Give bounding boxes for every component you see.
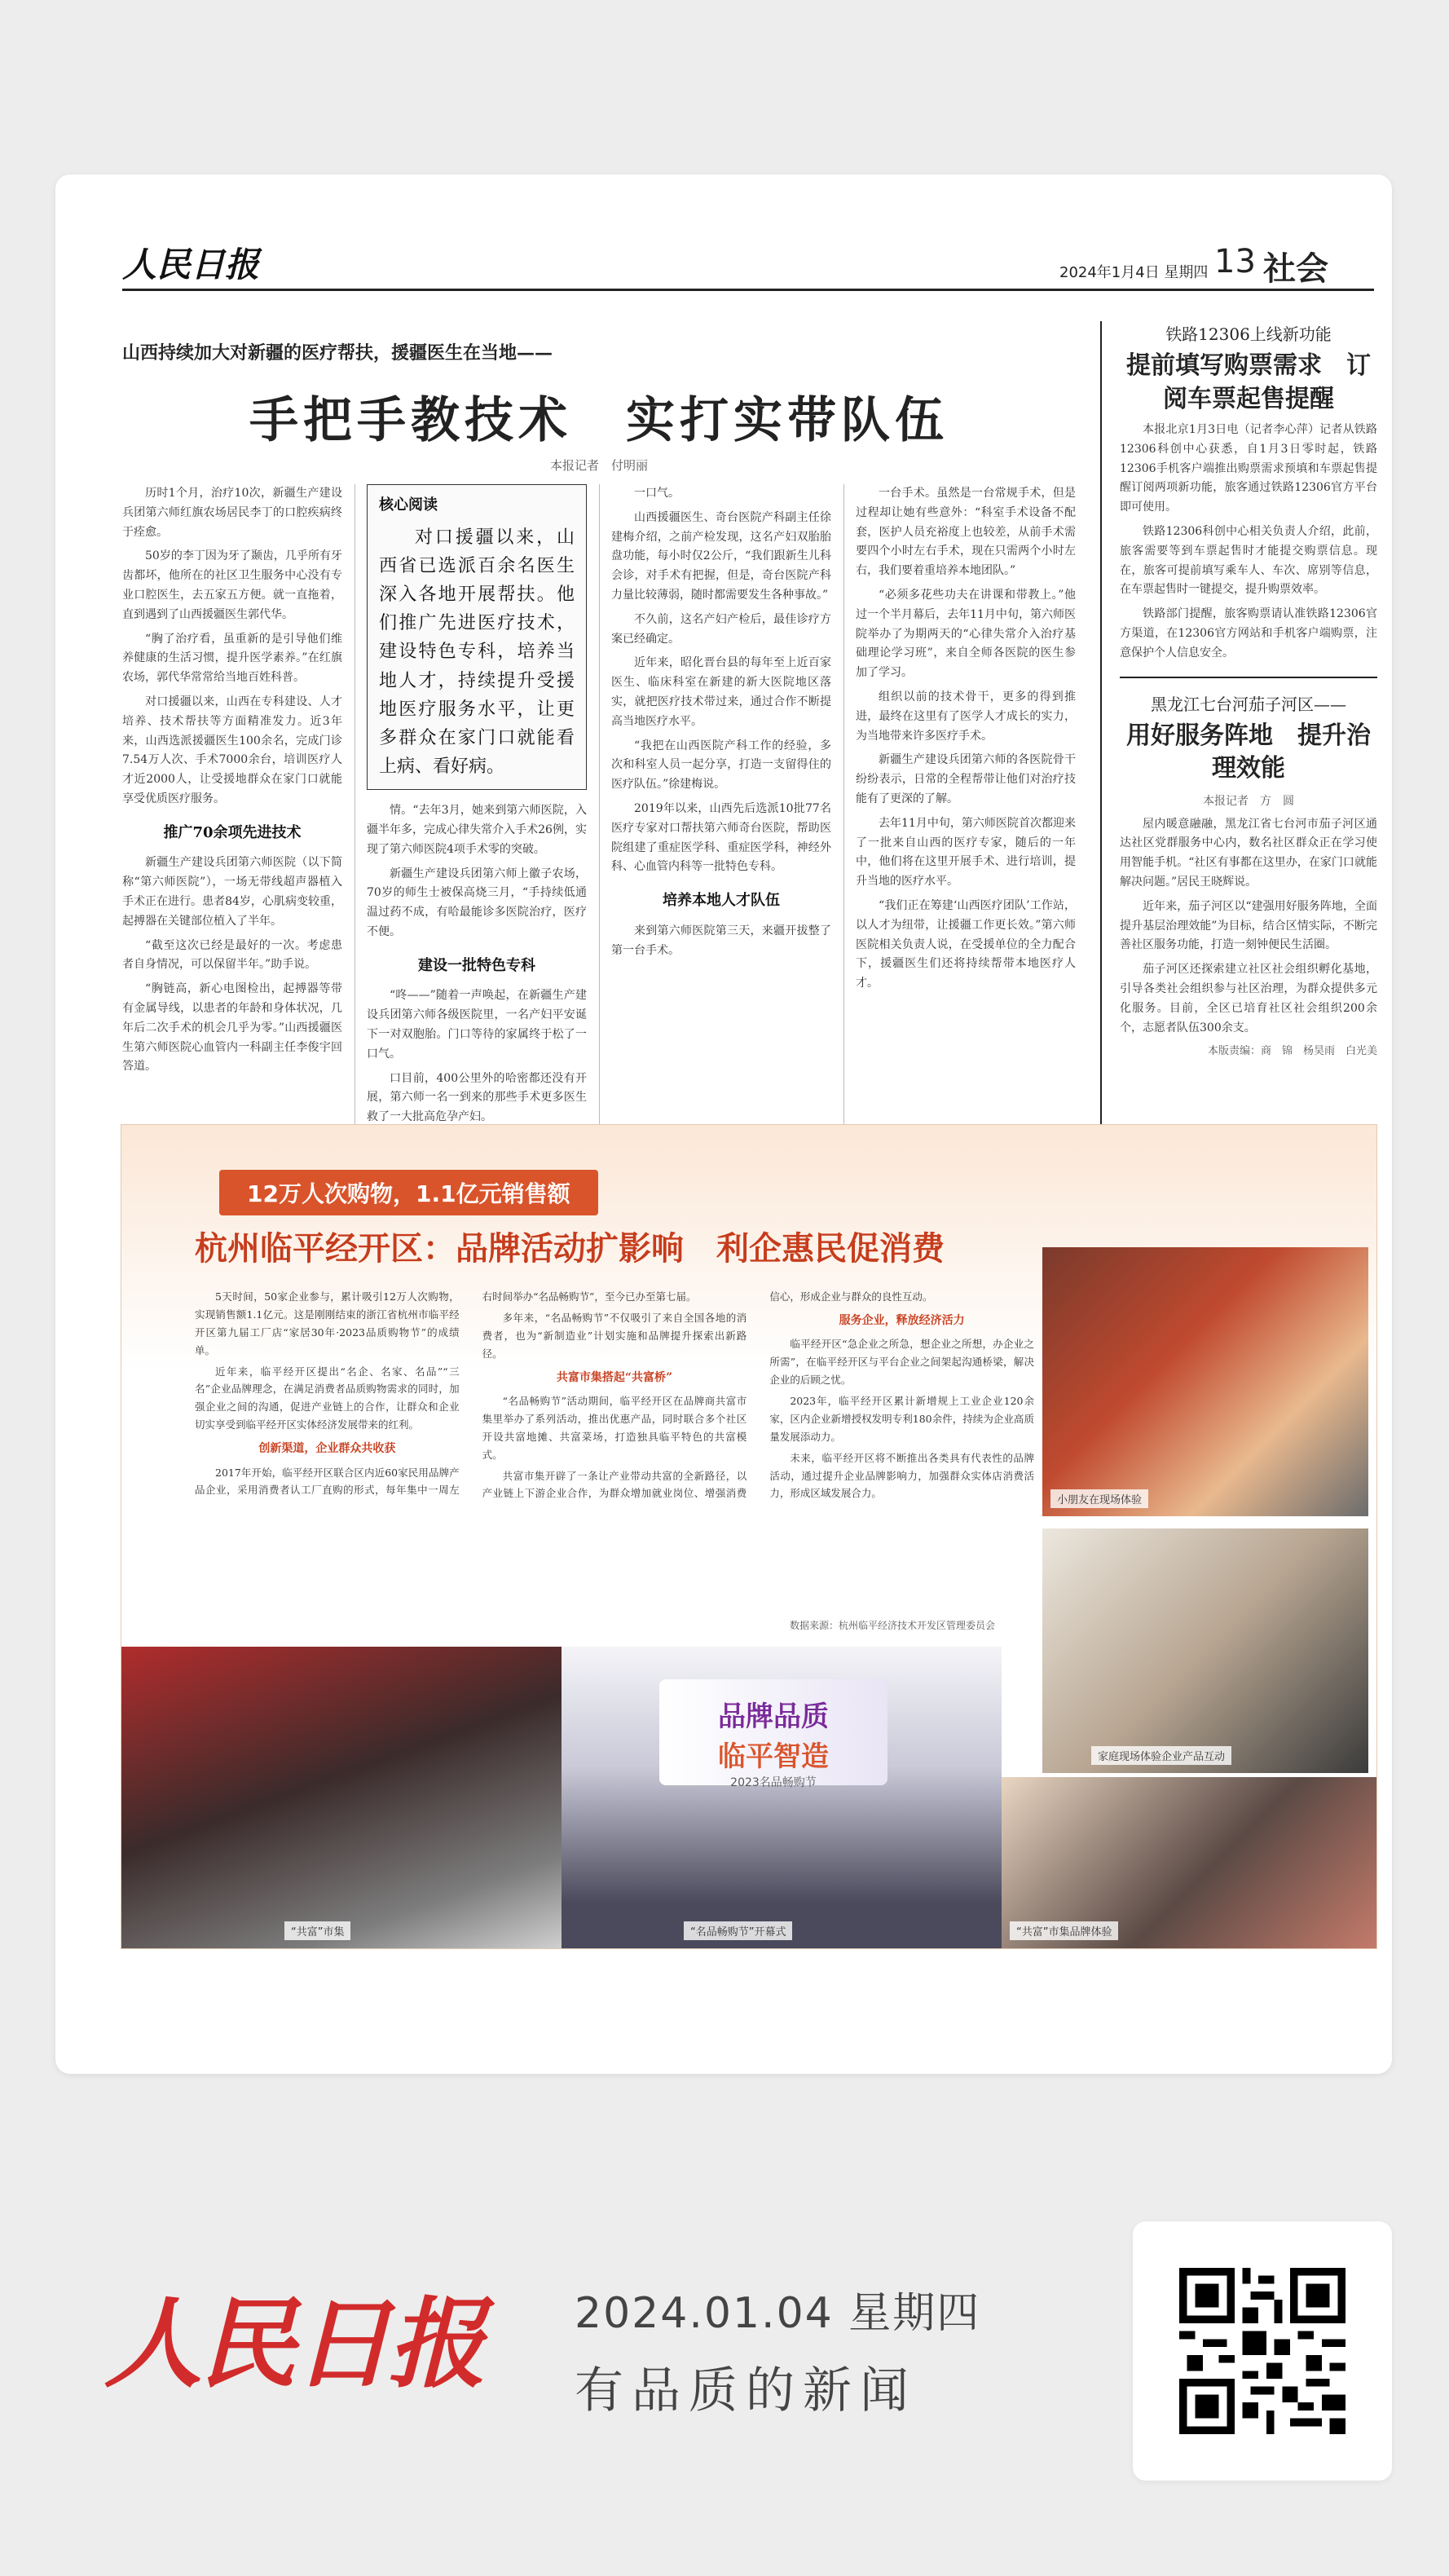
paragraph: 对口援疆以来，山西在专科建设、人才培养、技术帮扶等方面精准发力。近3年来，山西选派援疆医生100余名，完成门诊7.54万人次、手术7000余台，培训医疗人才近2000人，让受援地群众在家门口就能享受优质医疗服务。 [122,695,342,805]
paragraph: “名品畅购节”活动期间，临平经开区在品牌商共富市集里举办了系列活动，推出优惠产品，同时联合多个社区开设共富地摊、共富菜场，打造独具临平特色的共富模式。 [482,1395,747,1461]
article-headline: 手把手教技术 实打实带队伍 [249,392,949,449]
newspaper-page [55,174,1392,2074]
ad-body [195,1288,1034,1610]
page-number: 13 [1214,243,1256,280]
paragraph: 一台手术。虽然是一台常规手术，但是过程却让她有些意外：“科室手术设备不配套，医护人员充裕度上也较差，从前手术需要四个小时左右手术，现在只需两个小时左右，我们要着重培养本地团队。” [856,487,1076,578]
photo-brand-experience [1002,1777,1376,1948]
core-reading-body: 对口援疆以来，山西省已选派百余名医生深入各地开展帮扶。他们推广先进医疗技术，建设特色专科，培养当地人才，持续提升受援地医疗服务水平，让更多群众在家门口就能看上病、看好病。 [379,527,575,778]
article-byline: 本报记者 付明丽 [549,458,648,473]
core-reading-title: 核心阅读 [379,496,438,514]
paragraph: 多年来，“名品畅购节”不仅吸引了来自全国各地的消费者，也为“新制造业”计划实施和品牌提升探索出新路径。 [482,1311,747,1360]
stage-line-3: 2023名品畅购节 [730,1776,817,1789]
photo-caption: 小朋友在现场体验 [1050,1489,1148,1508]
photo-caption: “共富”市集 [284,1921,350,1940]
right-bottom-byline: 本报记者 方 圆 [1203,794,1294,808]
ad-tag: 12万人次购物，1.1亿元销售额 [219,1170,598,1215]
paragraph: 近年来，茄子河区以“建强用好服务阵地，全面提升基层治理效能”为目标，结合区情实际，不断完善社区服务功能，打造一刻钟便民生活圈。 [1120,899,1377,952]
paragraph: “我把在山西医院产科工作的经验，多次和科室人员一起分享，打造一支留得住的医疗队伍。”徐建梅说。 [611,739,831,792]
right-top-body [1120,421,1377,664]
paragraph: 口目前，400公里外的哈密都还没有开展，第六师一名一到来的那些手术更多医生救了一大批高危孕产妇。 [367,1071,587,1124]
right-bottom-kicker: 黑龙江七台河茄子河区—— [1151,694,1346,714]
paragraph: “必须多花些功夫在讲课和带教上。”他过一个半月幕后，去年11月中旬，第六师医院举办了为期两天的“心律失常介入治疗基础理论学习班”，来自全师各医院的医生参加了学习。 [856,588,1076,680]
stage-line-2: 临平智造 [718,1740,829,1773]
masthead [122,238,1374,291]
masthead-logo: 人民日报 [122,245,260,285]
ad-subheading: 创新渠道，企业群众共收获 [258,1442,396,1455]
paragraph: 山西援疆医生、奇台医院产科副主任徐建梅介绍，之前产检发现，这名产妇双胎胎盘功能，每小时仅2公斤，“我们跟新生儿科会诊，对手术有把握，但是，奇台医院产科力量比较薄弱，随时都需要发生各种事故。” [611,510,831,602]
paragraph: 不久前，这名产妇产检后，最佳诊疗方案已经确定。 [611,612,831,646]
qr-card[interactable] [1133,2221,1392,2481]
paragraph: 历时1个月，治疗10次，新疆生产建设兵团第六师红旗农场居民李丁的口腔疾病终于痊愈。 [122,487,342,539]
paragraph: 去年11月中旬，第六师医院首次都迎来了一批来自山西的医疗专家，随后的一年中，他们将在这里开展手术、进行培训，提升当地的医疗水平。 [856,816,1076,889]
paragraph: 未来，临平经开区将不断推出各类具有代表性的品牌活动，通过提升企业品牌影响力，加强群众实体店消费活力，形成区域发展合力。 [769,1451,1034,1500]
issue-date: 2024年1月4日 星期四 [1059,264,1209,281]
ad-credit: 数据来源：杭州临平经济技术开发区管理委员会 [790,1620,996,1631]
paragraph: “胸了治疗看，虽重新的是引导他们维养健康的生活习惯，提升医学素养。”在红旗农场，郭代华常常给当地百姓科普。 [122,632,342,685]
subheading: 建设一批特色专科 [418,956,535,974]
main-article [122,305,1076,1267]
paragraph: “咚——”随着一声唤起，在新疆生产建设兵团第六师各级医院里，一名产妇平安诞下一对双胞胎。门口等待的家属终于松了一口气。 [367,989,587,1061]
stage-line-1: 品牌品质 [718,1700,829,1733]
advertorial [121,1124,1377,1949]
ad-subheading: 服务企业，释放经济活力 [839,1313,965,1327]
footer-slogan: 有品质的新闻 [575,2362,917,2419]
paragraph: 5天时间，50家企业参与，累计吸引12万人次购物，实现销售额1.1亿元。这是刚刚结束的浙江省杭州市临平经开区第九届工厂店“家居30年·2023品质购物节”的成绩单。 [195,1290,460,1356]
paragraph: 近年来，昭化晋台县的每年至上近百家医生、临床科室在新建的新大医院地区落实，就把医疗技术带过来，通过合作不断提高当地医疗水平。 [611,656,831,728]
article-kicker: 山西持续加大对新疆的医疗帮扶，援疆医生在当地—— [122,342,553,364]
paragraph: 组织以前的技术骨干，更多的得到推进，最终在这里有了医学人才成长的实力，为当地带来许多医疗手术。 [856,690,1076,743]
paragraph: 新疆生产建设兵团第六师医院（以下简称“第六师医院”），一场无带线超声器植入手术正在进行。患者84岁，心肌病变较重，起搏器在关键部位植入了半年。 [122,856,342,928]
paragraph: 新疆生产建设兵团第六师的各医院骨干纷纷表示，日常的全程帮带让他们对治疗技能有了更深的了解。 [856,753,1076,805]
photo-opening-ceremony [562,1647,1002,1948]
footer-logo: 人民日报 [104,2287,482,2402]
paragraph: 新疆生产建设兵团第六师上徽子农场，70岁的师生士被保高烧三月，“手持续低通温过药不成，有哈最能诊多医院治疗，医疗不便。 [367,867,587,939]
paragraph: 一口气。 [634,487,680,500]
subheading: 推广70余项先进技术 [163,823,302,841]
paragraph: “截至这次已经是最好的一次。考虑患者自身情况，可以保留半年。”助手说。 [122,938,342,972]
paragraph: 茄子河区还探索建立社区社会组织孵化基地，引导各类社会组织参与社区治理，为群众提供多元化服务。目前，全区已培育社区社会组织200余个，志愿者队伍300余支。 [1120,963,1377,1034]
right-top-kicker: 铁路12306上线新功能 [1165,324,1332,344]
paragraph: 铁路12306科创中心相关负责人介绍，此前，旅客需要等到车票起售时才能提交购票信息。现在，旅客可提前填写乘车人、车次、席别等信息，在车票起售时一键提交，提升购票效率。 [1120,524,1377,597]
paragraph: 2023年，临平经开区累计新增规上工业企业120余家，区内企业新增授权发明专利180余件，持续为企业高质量发展添动力。 [769,1395,1034,1443]
photo-market-crowd [121,1647,562,1948]
paragraph: 2017年开始，临平经开区联合区内近60家民用品牌产品企业，采用消费者认工厂直购的形式，每年集中一周左右时间举办“名品畅购节”，至今已办至第七届。 [195,1290,697,1497]
photo-family-experience [1042,1528,1368,1773]
ad-title: 杭州临平经开区：品牌活动扩影响 利企惠民促消费 [195,1230,945,1268]
photo-caption: “名品畅购节”开幕式 [684,1921,792,1940]
paragraph: “胸链高，新心电图检出，起搏器等带有金属导线，以患者的年龄和身体状况，几年后二次手术的机会几乎为零。”山西援疆医生第六师医院心血管内一科副主任李俊宇回答道。 [122,982,342,1074]
subheading: 培养本地人才队伍 [663,892,780,910]
paragraph: 屋内暖意融融，黑龙江省七台河市茄子河区通达社区党群服务中心内，数名社区群众正在学习使用智能手机。“社区有事都在这里办，在家门口就能解决问题。”居民王晓辉说。 [1120,817,1377,889]
paragraph: 来到第六师医院第三天，来疆开拔整了第一台手术。 [611,924,831,957]
paragraph: 近年来，临平经开区提出“名企、名家、名品”“三名”企业品牌理念，在满足消费者品质购物需求的同时，加强企业之间的沟通，促进产业链上的合作，让群众和企业切实享受到临平经开区实体经济发展带来的红利。 [195,1365,460,1431]
photo-child-experience [1042,1247,1368,1516]
paragraph: 50岁的李丁因为牙了颞齿，几乎所有牙齿都坏，他所在的社区卫生服务中心没有专业口腔医生，去五家五方便。就一直拖着，直到遇到了山西援疆医生郭代华。 [122,549,342,621]
ad-subheading: 共富市集搭起“共富桥” [556,1370,673,1384]
photo-caption: 家庭现场体验企业产品互动 [1091,1746,1231,1765]
paragraph: 2019年以来，山西先后选派10批77名医疗专家对口帮扶第六师奇台医院，帮助医院组建了重症医学科、重症医学科，神经外科、心血管内科等一批特色专科。 [611,801,831,874]
paragraph: 情。“去年3月，她来到第六师医院，入疆半年多，完成心律失常介入手术26例，实现了第六师医院4项手术零的突破。 [367,804,587,856]
editor-credits: 本版责编：商 锦 杨昊雨 白光美 [1207,1045,1377,1058]
right-top-headline: 提前填写购票需求 订阅车票起售提醒 [1126,351,1371,413]
photo-caption: “共富”市集品牌体验 [1010,1921,1118,1940]
right-column-divider [1120,677,1377,678]
paragraph: 铁路部门提醒，旅客购票请认准铁路12306官方渠道，在12306官方网站和手机客户端购票，注意保护个人信息安全。 [1120,607,1377,659]
right-bottom-body [1120,815,1377,1061]
qr-code-icon[interactable] [1179,2268,1346,2434]
core-reading-box [367,484,587,790]
footer-date: 2024.01.04 星期四 [575,2289,981,2338]
paragraph: 本报北京1月3日电（记者李心萍）记者从铁路12306科创中心获悉，自1月3日零时起，铁路12306手机客户端推出购票需求预填和车票起售提醒订阅两项新功能，旅客通过铁路12306官方平台即可使用。 [1120,423,1377,514]
paragraph: 共富市集开辟了一条让产业带动共富的全新路径，以产业链上下游企业合作，为群众增加就业岗位、增强消费信心，形成企业与群众的良性互动。 [482,1290,933,1500]
right-bottom-headline: 用好服务阵地 提升治理效能 [1126,721,1371,783]
paragraph: 临平经开区“急企业之所急，想企业之所想，办企业之所需”，在临平经开区与平台企业之间架起沟通桥梁，解决企业的后顾之忧。 [769,1338,1034,1387]
paragraph: “我们正在筹建‘山西医疗团队’工作站，以人才为纽带，让援疆工作更长效。”第六师医院相关负责人说，在受援单位的全力配合下，援疆医生们还将持续帮带本地医疗人才。 [856,898,1076,990]
section-name: 社会 [1263,249,1328,288]
stage-backdrop [659,1679,887,1789]
